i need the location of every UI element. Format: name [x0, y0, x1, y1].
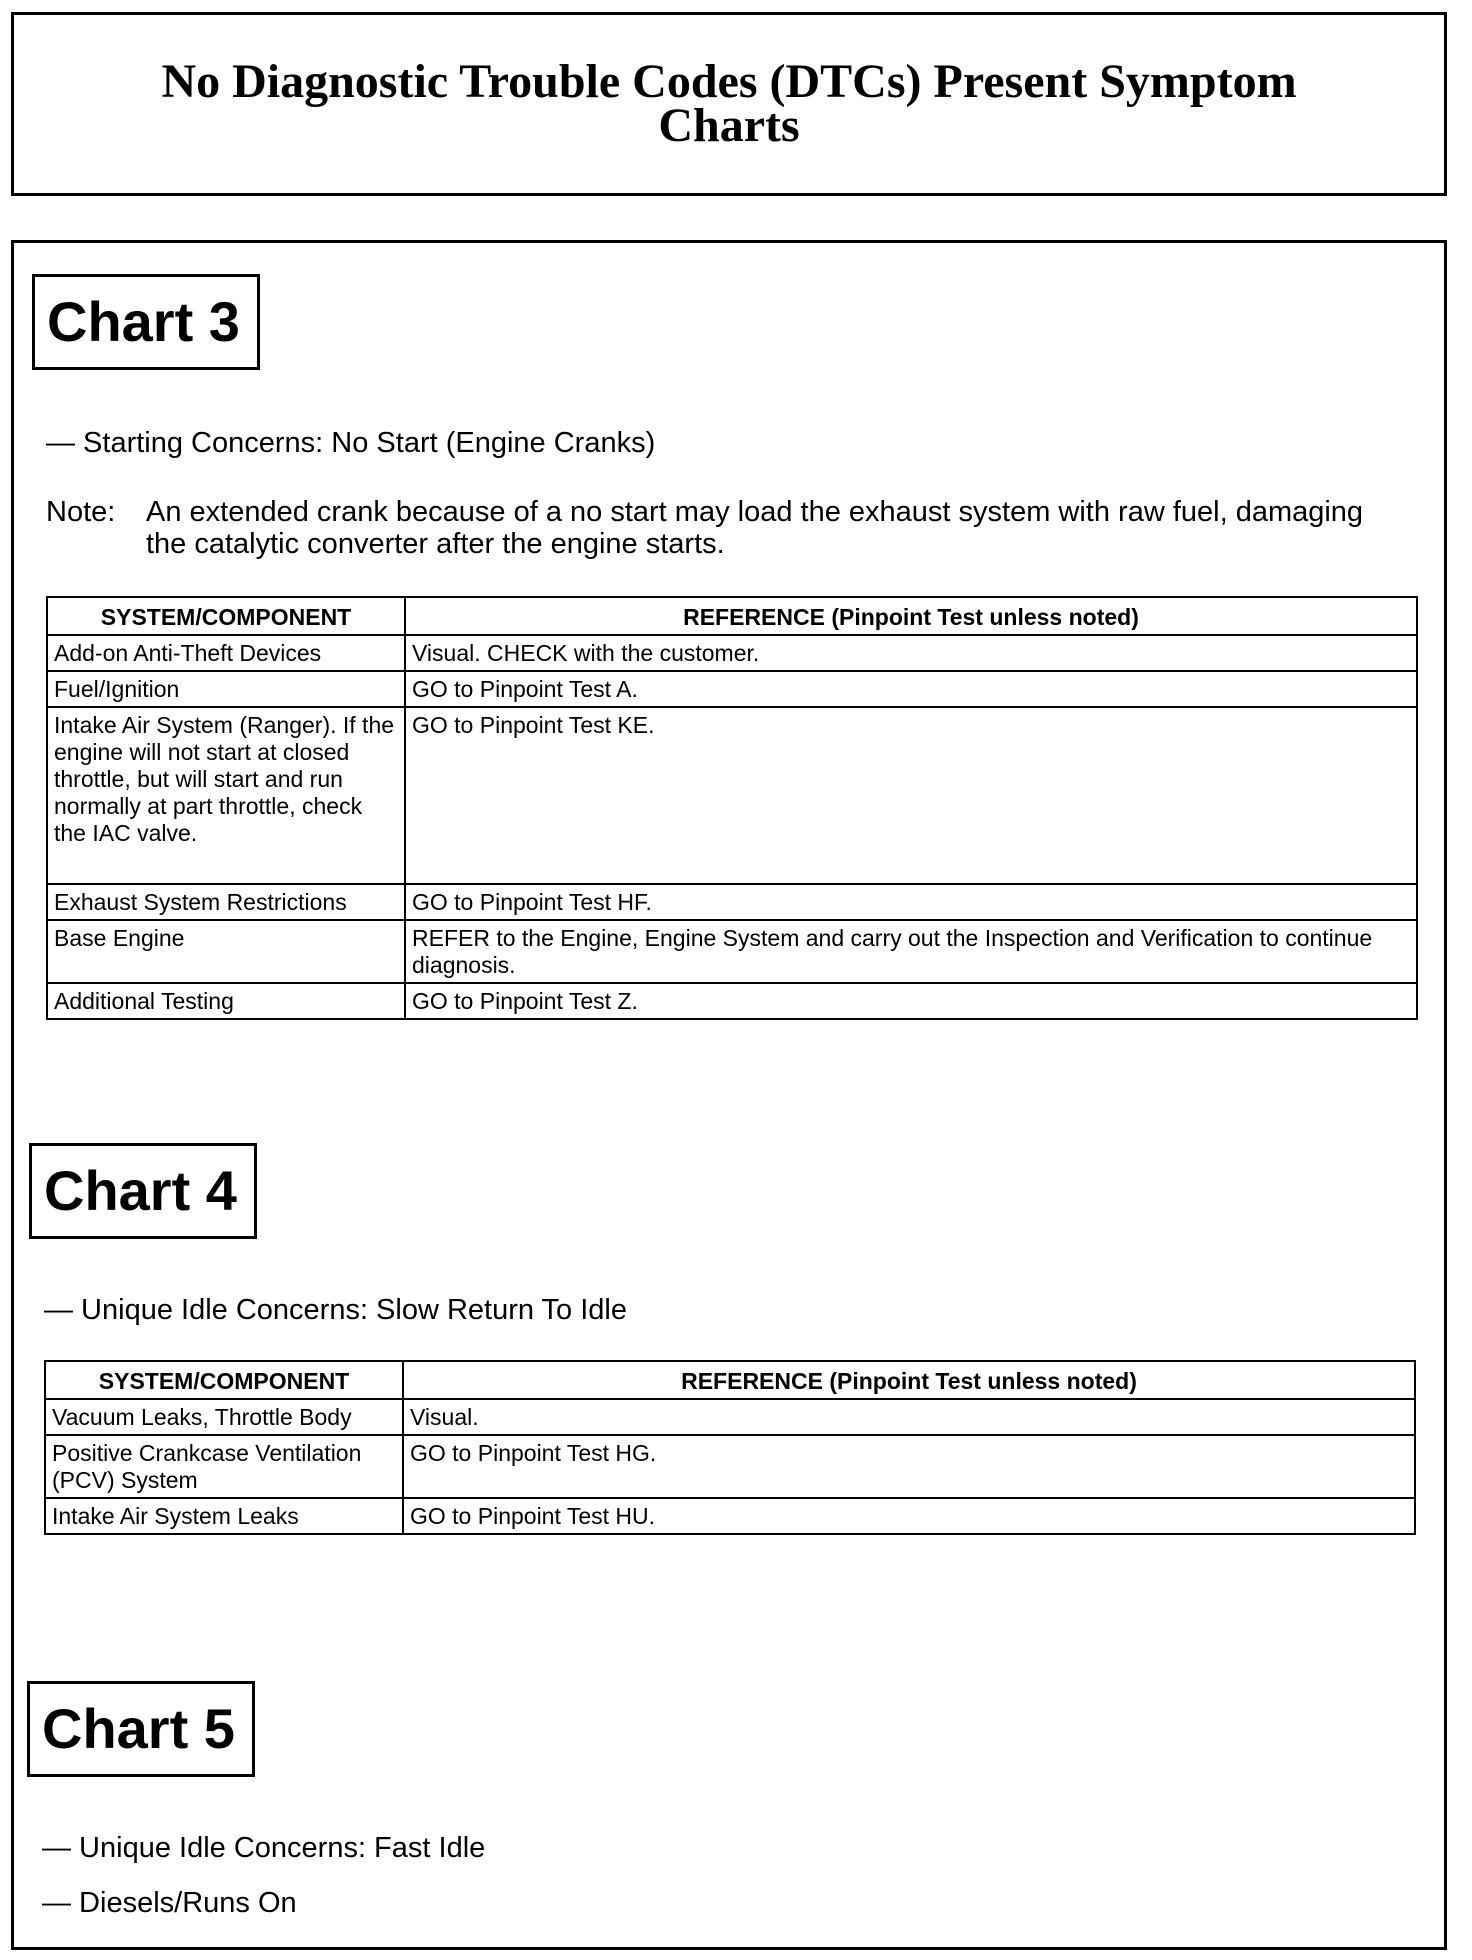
system-cell: Fuel/Ignition [47, 671, 405, 707]
system-cell: Exhaust System Restrictions [47, 884, 405, 920]
table-header-row [45, 1361, 1415, 1399]
chart-4-table [44, 1360, 1416, 1535]
table-row [47, 671, 1417, 707]
system-cell: Additional Testing [47, 983, 405, 1019]
column-header-reference: REFERENCE (Pinpoint Test unless noted) [403, 1361, 1415, 1399]
system-cell: Add-on Anti-Theft Devices [47, 635, 405, 671]
reference-cell: GO to Pinpoint Test HG. [403, 1435, 1415, 1498]
table-row [47, 920, 1417, 983]
reference-cell: Visual. [403, 1399, 1415, 1435]
table-header-row [47, 597, 1417, 635]
column-header-reference: REFERENCE (Pinpoint Test unless noted) [405, 597, 1417, 635]
reference-cell: GO to Pinpoint Test HF. [405, 884, 1417, 920]
reference-cell: Visual. CHECK with the customer. [405, 635, 1417, 671]
note-text: An extended crank because of a no start may load the exhaust system with raw fuel, damaging the catalytic converter after the engine starts. [146, 496, 1364, 560]
chart-4-concern: — Unique Idle Concerns: Slow Return To Idle [44, 1294, 627, 1326]
table-row [45, 1399, 1415, 1435]
column-header-system: SYSTEM/COMPONENT [47, 597, 405, 635]
column-header-system: SYSTEM/COMPONENT [45, 1361, 403, 1399]
system-cell: Base Engine [47, 920, 405, 983]
reference-cell: REFER to the Engine, Engine System and carry out the Inspection and Verification to continue diagnosis. [405, 920, 1417, 983]
chart-3-concern: — Starting Concerns: No Start (Engine Cranks) [46, 427, 656, 459]
table-row [45, 1435, 1415, 1498]
chart-5-concern-2: — Diesels/Runs On [42, 1887, 297, 1919]
system-cell: Vacuum Leaks, Throttle Body [45, 1399, 403, 1435]
reference-cell: GO to Pinpoint Test A. [405, 671, 1417, 707]
chart-4-heading: Chart 4 [29, 1143, 257, 1239]
system-cell: Intake Air System Leaks [45, 1498, 403, 1534]
reference-cell: GO to Pinpoint Test KE. [405, 707, 1417, 884]
document-title-box [11, 12, 1447, 196]
note-label: Note: [46, 496, 116, 528]
system-cell: Intake Air System (Ranger). If the engine will not start at closed throttle, but will start and run normally at part throttle, check the IAC valve. [47, 707, 405, 884]
reference-cell: GO to Pinpoint Test HU. [403, 1498, 1415, 1534]
table-row [47, 635, 1417, 671]
chart-5-concern-1: — Unique Idle Concerns: Fast Idle [42, 1832, 486, 1864]
system-cell: Positive Crankcase Ventilation (PCV) System [45, 1435, 403, 1498]
document-title-line-2: Charts [658, 99, 800, 152]
table-row [47, 983, 1417, 1019]
chart-3-heading: Chart 3 [32, 274, 260, 370]
charts-section [11, 240, 1447, 1950]
reference-cell: GO to Pinpoint Test Z. [405, 983, 1417, 1019]
table-row [47, 884, 1417, 920]
chart-3-note [46, 496, 1406, 560]
table-row [47, 707, 1417, 884]
table-row [45, 1498, 1415, 1534]
chart-5-heading: Chart 5 [27, 1681, 255, 1777]
document-title-line-1: No Diagnostic Trouble Codes (DTCs) Present Symptom [161, 55, 1297, 108]
chart-3-table [46, 596, 1418, 1020]
